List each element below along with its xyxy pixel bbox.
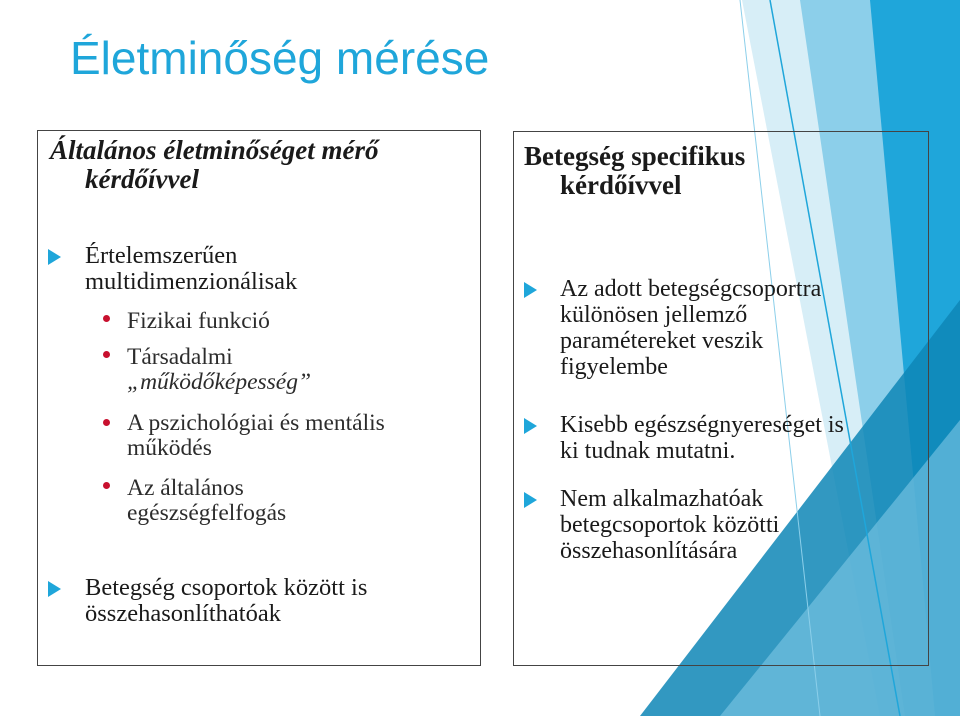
bullet-smaller-gain: Kisebb egészségnyereséget is ki tudnak mutatni. [560,412,844,464]
page-title: Életminőség mérése [70,32,490,84]
bullet-arrow-icon [48,249,61,265]
bullet-arrow-icon [524,282,537,298]
sub-item-psychological: A pszichológiai és mentális működés [127,410,385,461]
bullet-not-comparable: Nem alkalmazhatóak betegcsoportok közötti összehasonlítására [560,486,780,564]
general-qol-heading: Általános életminőséget mérő kérdőívvel [50,135,379,194]
bullet-multidimensional: Értelemszerűen multidimenzionálisak [85,242,298,295]
sub-item-physical: Fizikai funkció [127,308,270,334]
bullet-comparable: Betegség csoportok között is összehasonlíthatóak [85,574,368,627]
sub-item-health-perception: Az általános egészségfelfogás [127,475,287,526]
sub-bullet-dot-icon [103,351,110,358]
sub-item-social: Társadalmi „működőképesség” [127,344,312,395]
sub-bullet-dot-icon [103,315,110,322]
sub-bullet-dot-icon [103,419,110,426]
bullet-specific-parameters: Az adott betegségcsoportra különösen jellemző paramétereket veszik figyelembe [560,276,822,380]
bullet-arrow-icon [524,418,537,434]
disease-specific-panel [513,131,929,666]
sub-bullet-dot-icon [103,482,110,489]
bullet-arrow-icon [48,581,61,597]
disease-specific-heading: Betegség specifikus kérdőívvel [524,141,746,200]
bullet-arrow-icon [524,492,537,508]
